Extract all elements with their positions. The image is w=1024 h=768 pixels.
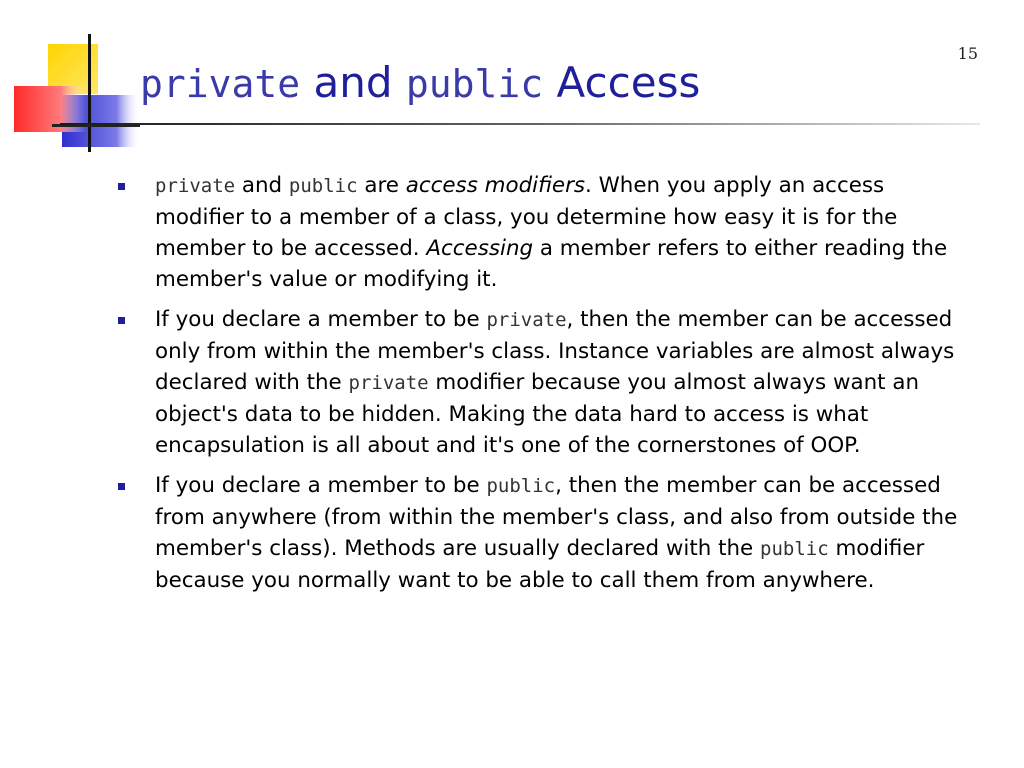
bullet-text: and <box>235 173 289 198</box>
title-access: Access <box>556 58 701 107</box>
bullet-text: If you declare a member to be <box>155 307 487 332</box>
square-bullet-icon <box>118 317 125 324</box>
bullet-text: , then the member can be accessed from anywhere (from within the member's class, and also from outside the member's class). Methods are usually declared with the <box>155 473 958 561</box>
emphasis-access-modifiers: access modifiers <box>405 173 586 198</box>
slide-logo <box>0 0 140 160</box>
bullet-text: , then the member can be accessed only from within the member's class. Instance variables are almost always declared with the <box>155 307 955 395</box>
code-private: private <box>348 372 429 394</box>
bullet-text: . When you apply an access modifier to a member of a class, you determine how easy it is for the member to be accessed. <box>155 173 898 261</box>
square-bullet-icon <box>118 483 125 490</box>
title-divider <box>60 123 980 125</box>
title-and: and <box>313 58 393 107</box>
code-public: public <box>486 475 556 497</box>
emphasis-accessing: Accessing <box>426 236 534 261</box>
bullet-text: are <box>357 173 406 198</box>
code-public: public <box>760 538 829 560</box>
code-private: private <box>155 175 236 197</box>
code-private: private <box>486 309 567 331</box>
bullet-text: If you declare a member to be <box>155 473 487 498</box>
bullet-item <box>118 470 958 596</box>
slide-number: 15 <box>957 44 978 63</box>
bullet-text: modifier because you almost always want an object's data to be hidden. Making the data hard to access is what encapsulation is all about and it's one of the cornerstones of OOP. <box>155 370 919 458</box>
title-code-public: public <box>405 62 544 106</box>
bullet-item <box>118 304 958 461</box>
bullet-text: a member refers to either reading the member's value or modifying it. <box>155 236 948 292</box>
slide-title <box>140 58 700 109</box>
bullet-list <box>118 170 958 605</box>
title-code-private: private <box>140 62 301 106</box>
bullet-text: modifier because you normally want to be able to call them from anywhere. <box>155 536 925 593</box>
square-bullet-icon <box>118 183 125 190</box>
code-public: public <box>288 175 358 197</box>
logo-vertical-line <box>88 34 91 152</box>
bullet-item <box>118 170 958 295</box>
